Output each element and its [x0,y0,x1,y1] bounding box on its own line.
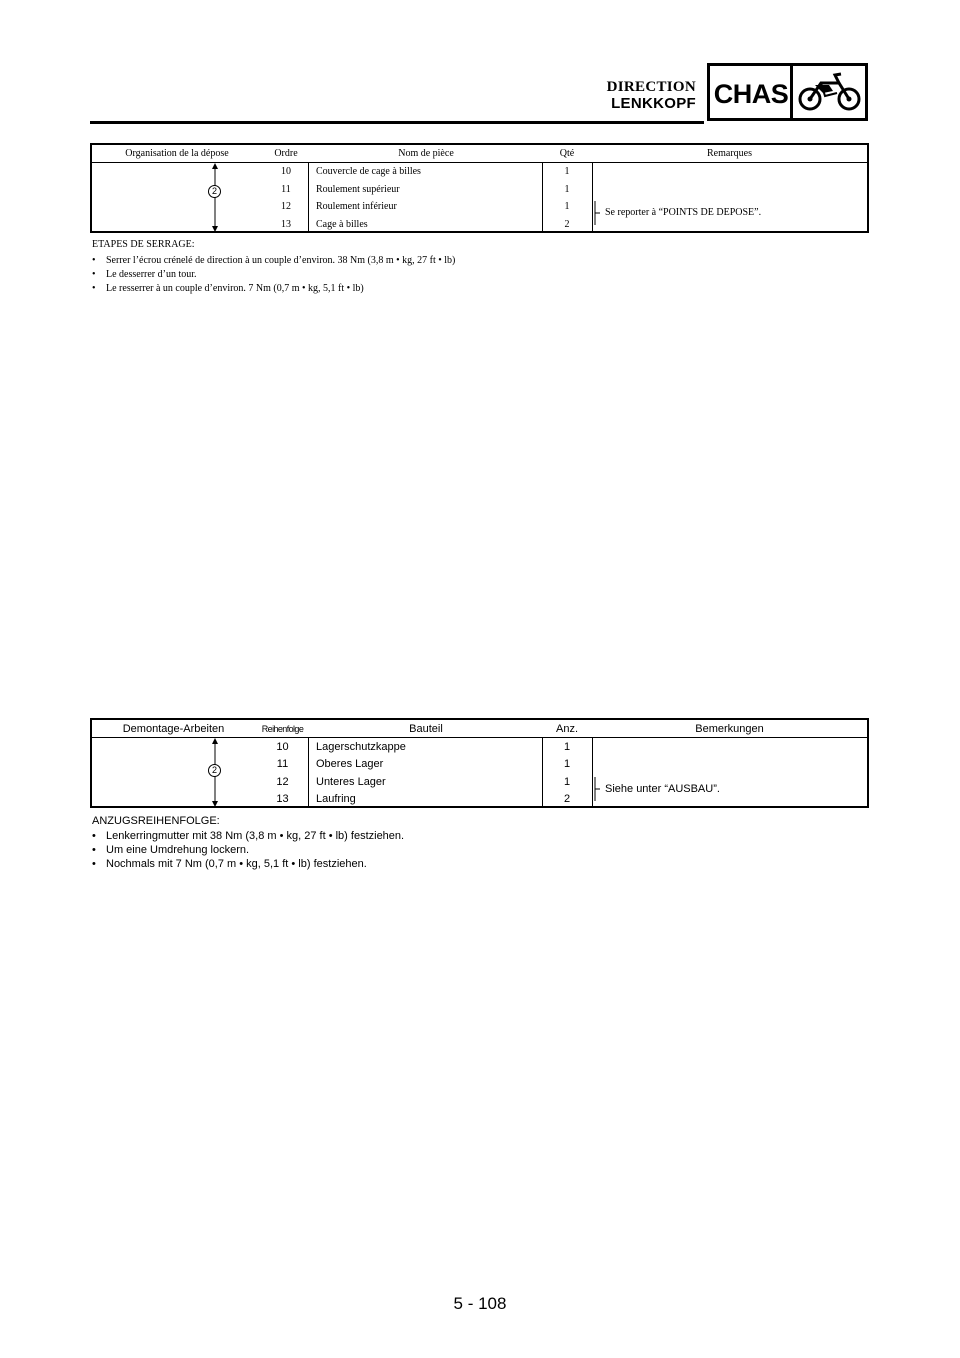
part-name-cell: Couvercle de cage à billes [316,166,421,178]
notes-title: ANZUGSREIHENFOLGE: [92,815,220,827]
note-item: • Serrer l’écrou crénelé de direction à un couple d’environ. 38 Nm (3,8 m • kg, 27 ft • lb) [92,255,456,266]
quantity-cell: 2 [563,793,571,806]
order-cell: 12 [281,201,291,213]
part-name-cell: Roulement inférieur [316,201,397,213]
remark-bracket [594,200,602,226]
part-name-cell: Oberes Lager [316,758,384,771]
table-row [92,216,867,234]
remark-text: Siehe unter “AUSBAU”. [605,783,720,795]
header-rule [90,121,704,124]
column-divider [592,738,593,806]
order-cell: 12 [276,775,289,788]
part-name-cell: Cage à billes [316,218,368,230]
note-item: • Lenkerringmutter mit 38 Nm (3,8 m • kg, 27 ft • lb) festziehen. [92,830,405,842]
note-text: Nochmals mit 7 Nm (0,7 m • kg, 5,1 ft • lb) festziehen. [106,858,367,870]
chapter-badge-label: CHAS [713,79,789,109]
header-remarks: Remarques [592,145,867,163]
table-row [92,773,867,791]
section-title-german: LENKKOPF [611,95,696,112]
header-part-name: Bauteil [310,720,542,738]
header-order: Reihenfolge [255,720,310,738]
table-row [92,738,867,756]
note-text: Um eine Umdrehung lockern. [106,844,250,856]
order-cell: 13 [281,218,291,230]
quantity-cell: 1 [564,183,570,195]
table-header-row [92,720,867,738]
order-cell: 10 [281,166,291,178]
column-divider [542,738,543,806]
motorcycle-icon [795,66,865,118]
header-quantity: Qté [542,145,592,163]
quantity-cell: 1 [564,166,570,178]
part-name-cell: Lagerschutzkappe [316,740,406,753]
page-number: 5 - 108 [453,1294,507,1313]
header-part-name: Nom de pièce [310,145,542,163]
column-divider [308,163,309,231]
order-cell: 11 [276,758,289,771]
part-name-cell: Unteres Lager [316,775,386,788]
note-item: • Le desserrer d’un tour. [92,269,197,280]
table-header-row [92,145,867,163]
quantity-cell: 1 [563,740,571,753]
column-divider [308,738,309,806]
part-name-cell: Roulement supérieur [316,183,400,195]
note-text: Lenkerringmutter mit 38 Nm (3,8 m • kg, 27 ft • lb) festziehen. [106,830,405,842]
table-row [92,163,867,181]
table-row [92,791,867,809]
step-number-badge: 2 [208,764,221,777]
part-name-cell: Laufring [316,793,356,806]
note-item: • Um eine Umdrehung lockern. [92,844,250,856]
note-text: Le desserrer d’un tour. [106,269,197,280]
remark-text: Se reporter à “POINTS DE DEPOSE”. [605,207,762,218]
order-cell: 10 [276,740,289,753]
note-item: • Nochmals mit 7 Nm (0,7 m • kg, 5,1 ft • lb) festziehen. [92,858,367,870]
step-number-badge: 2 [208,185,221,198]
section-title-french: DIRECTION [606,79,696,95]
column-divider [592,163,593,231]
quantity-cell: 2 [564,218,570,230]
header-quantity: Anz. [542,720,592,738]
note-text: Le resserrer à un couple d’environ. 7 Nm (0,7 m • kg, 5,1 ft • lb) [106,283,364,294]
parts-table-german [92,720,867,808]
note-item: • Le resserrer à un couple d’environ. 7 Nm (0,7 m • kg, 5,1 ft • lb) [92,283,364,294]
notes-title: ETAPES DE SERRAGE: [92,239,195,250]
order-cell: 13 [276,793,289,806]
chapter-badge-divider [790,63,793,121]
note-text: Serrer l’écrou crénelé de direction à un couple d’environ. 38 Nm (3,8 m • kg, 27 ft • lb) [106,255,456,266]
header-order: Ordre [262,145,310,163]
header-removal-order: Organisation de la dépose [92,145,262,163]
quantity-cell: 1 [563,775,571,788]
quantity-cell: 1 [563,758,571,771]
quantity-cell: 1 [564,201,570,213]
order-cell: 11 [281,183,291,195]
remark-bracket [594,776,602,802]
header-removal-order: Demontage-Arbeiten [92,720,255,738]
column-divider [542,163,543,231]
header-remarks: Bemerkungen [592,720,867,738]
